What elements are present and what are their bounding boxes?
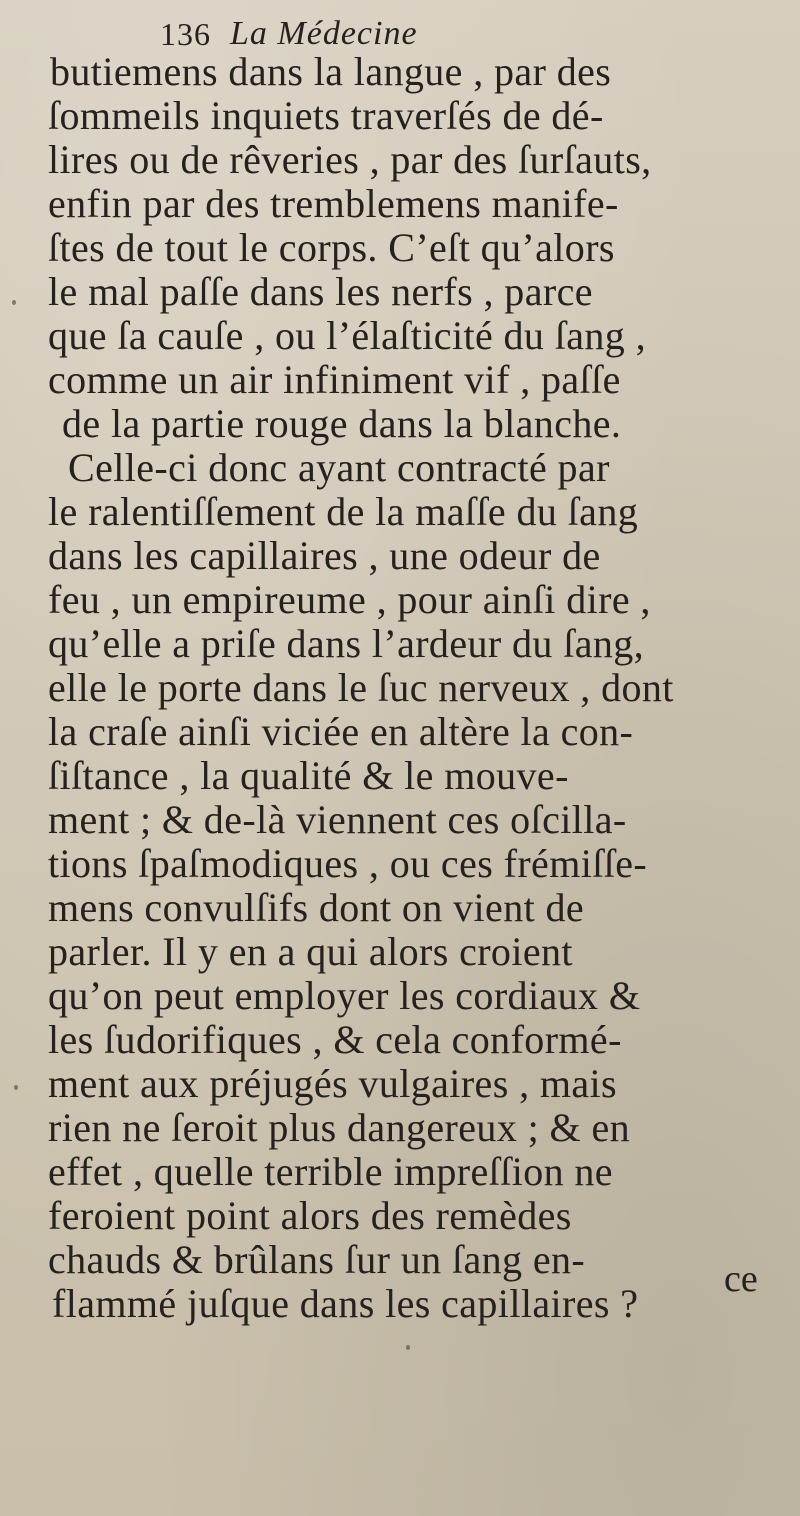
text-line: ſiſtance , la qualité & le mouve- bbox=[48, 753, 569, 798]
catchword: ce bbox=[724, 1258, 758, 1300]
text-line: qu’elle a priſe dans l’ardeur du ſang, bbox=[48, 621, 645, 666]
text-line: effet , quelle terrible impreſſion ne bbox=[48, 1149, 613, 1194]
text-line: comme un air infiniment vif , paſſe bbox=[48, 357, 621, 402]
text-line: rien ne ſeroit plus dangereux ; & en bbox=[48, 1105, 630, 1150]
text-line: feroient point alors des remèdes bbox=[48, 1193, 572, 1238]
text-line: ment ; & de-là viennent ces oſcilla- bbox=[48, 797, 627, 842]
text-line: la craſe ainſi viciée en altère la con- bbox=[48, 709, 634, 754]
text-line: feu , un empireume , pour ainſi dire , bbox=[48, 577, 651, 622]
text-line: dans les capillaires , une odeur de bbox=[48, 533, 601, 578]
text-line: elle le porte dans le ſuc nerveux , dont bbox=[48, 665, 674, 710]
paper-speck bbox=[12, 300, 16, 305]
paper-speck bbox=[406, 1345, 410, 1350]
text-line: ment aux préjugés vulgaires , mais bbox=[48, 1061, 618, 1106]
text-line: butiemens dans la langue , par des bbox=[50, 49, 612, 94]
text-line: mens convulſifs dont on vient de bbox=[48, 885, 585, 930]
text-line: tions ſpaſmodiques , ou ces frémiſſe- bbox=[48, 841, 648, 886]
text-line: de la partie rouge dans la blanche. bbox=[62, 401, 622, 446]
text-line: parler. Il y en a qui alors croient bbox=[48, 929, 573, 974]
text-line: ſtes de tout le corps. C’eſt qu’alors bbox=[48, 225, 615, 270]
paper-speck bbox=[14, 1085, 18, 1090]
text-line: lires ou de rêveries , par des ſurſauts, bbox=[48, 137, 652, 182]
text-line: les ſudorifiques , & cela conformé- bbox=[48, 1017, 622, 1062]
text-line: Celle-ci donc ayant contracté par bbox=[68, 445, 610, 490]
text-line: enfin par des tremblemens manife- bbox=[48, 181, 619, 226]
text-line: ſommeils inquiets traverſés de dé- bbox=[48, 93, 604, 138]
text-line: le ralentiſſement de la maſſe du ſang bbox=[48, 489, 639, 534]
text-line: que ſa cauſe , ou l’élaſticité du ſang , bbox=[48, 313, 646, 358]
page-number: 136 bbox=[160, 16, 211, 52]
text-line: qu’on peut employer les cordiaux & bbox=[48, 973, 641, 1018]
running-title: La Médecine bbox=[230, 15, 418, 52]
text-line: flammé juſque dans les capillaires ? bbox=[52, 1281, 639, 1326]
text-line: chauds & brûlans ſur un ſang en- bbox=[48, 1237, 586, 1282]
text-line: le mal paſſe dans les nerfs , parce bbox=[48, 269, 593, 314]
